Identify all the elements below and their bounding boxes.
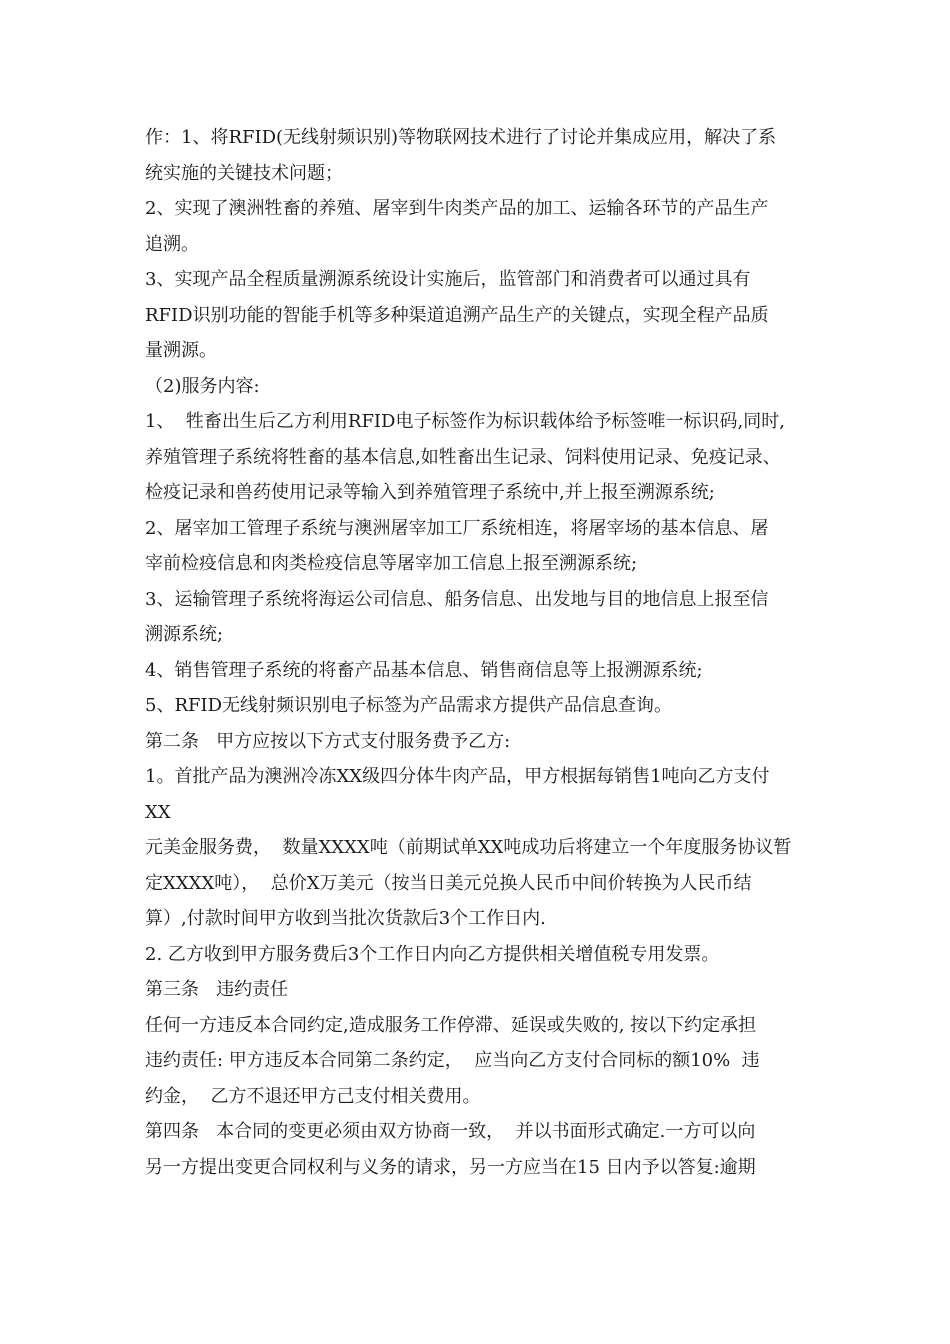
text-line: RFID识别功能的智能手机等多种渠道追溯产品生产的关键点，实现全程产品质 <box>145 304 769 326</box>
text-line: 3、实现产品全程质量溯源系统设计实施后，监管部门和消费者可以通过具有 <box>145 269 751 290</box>
text-line: 溯源系统; <box>145 624 224 645</box>
text-line: 宰前检疫信息和肉类检疫信息等屠宰加工信息上报至溯源系统; <box>145 553 638 574</box>
text-line: 追溯。 <box>145 233 199 255</box>
article-heading: 第四条 本合同的变更必须由双方协商一致， 并以书面形式确定.一方可以向 <box>145 1121 756 1142</box>
section-heading: （2)服务内容: <box>145 375 260 397</box>
text-line: 1、 牲畜出生后乙方利用RFID电子标签作为标识载体给予标签唯一标识码,同时, <box>145 411 785 432</box>
text-line: 定XXXX吨）， 总价X万美元（按当日美元兑换人民币中间价转换为人民币结 <box>145 872 752 894</box>
article-heading: 第三条 违约责任 <box>145 979 289 1000</box>
text-line: 5、RFID无线射频识别电子标签为产品需求方提供产品信息查询。 <box>145 695 673 716</box>
text-line: 任何一方违反本合同约定,造成服务工作停滞、延误或失败的, 按以下约定承担 <box>145 1014 757 1036</box>
contract-body-text <box>145 120 835 1185</box>
text-line: 作：1、将RFID(无线射频识别)等物联网技术进行了讨论并集成应用，解决了系 <box>145 127 777 148</box>
text-line: 2、屠宰加工管理子系统与澳洲屠宰加工厂系统相连，将屠宰场的基本信息、屠 <box>145 517 769 539</box>
text-line: XX <box>145 801 171 823</box>
text-line: 另一方提出变更合同权利与义务的请求，另一方应当在15 日内予以答复:逾期 <box>145 1156 756 1178</box>
text-line: 检疫记录和兽药使用记录等输入到养殖管理子系统中,并上报至溯源系统; <box>145 482 715 503</box>
text-line: 3、运输管理子系统将海运公司信息、船务信息、出发地与目的地信息上报至信 <box>145 588 769 610</box>
text-line: 2. 乙方收到甲方服务费后3个工作日内向乙方提供相关增值税专用发票。 <box>145 943 720 965</box>
text-line: 量溯源。 <box>145 340 217 361</box>
text-line: 元美金服务费， 数量XXXX吨（前期试单XX吨成功后将建立一个年度服务协议暂 <box>145 837 792 858</box>
text-line: 违约责任: 甲方违反本合同第二条约定， 应当向乙方支付合同标的额10% 违 <box>145 1050 760 1071</box>
text-line: 约金， 乙方不退还甲方己支付相关费用。 <box>145 1085 481 1107</box>
text-line: 统实施的关键技术问题； <box>145 162 343 184</box>
text-line: 算）,付款时间甲方收到当批次货款后3个工作日内. <box>145 908 546 929</box>
text-line: 4、销售管理子系统的将畜产品基本信息、销售商信息等上报溯源系统; <box>145 659 703 681</box>
text-line: 2、实现了澳洲牲畜的养殖、屠宰到牛肉类产品的加工、运输各环节的产品生产 <box>145 198 769 219</box>
text-line: 1。首批产品为澳洲冷冻XX级四分体牛肉产品，甲方根据每销售1吨向乙方支付 <box>145 766 770 787</box>
text-line: 养殖管理子系统将牲畜的基本信息,如牲畜出生记录、饲料使用记录、免疫记录、 <box>145 446 781 468</box>
article-heading: 第二条 甲方应按以下方式支付服务费予乙方: <box>145 730 511 752</box>
